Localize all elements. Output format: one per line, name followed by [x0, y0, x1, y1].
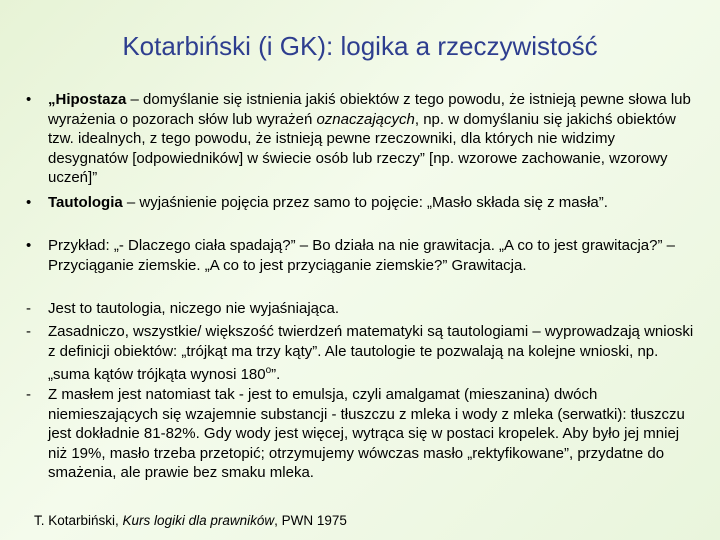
citation-author: T. Kotarbiński,: [34, 513, 123, 528]
dash-marker: -: [26, 386, 31, 403]
term-hipostaza: „Hipostaza: [48, 91, 127, 108]
term-tautologia: Tautologia: [48, 194, 123, 211]
item-text: [48, 90, 698, 188]
degree-superscript: o: [265, 365, 272, 376]
citation-publisher: , PWN 1975: [274, 513, 347, 528]
item-text: Z masłem jest natomiast tak - jest to emulsja, czyli amalgamat (mieszanina) dwóch niemieszających się wzajemnie substancji - tłuszczu z mleka i wody z mleka (serwatki): tłuszczu jest dokładnie 81-82%. Gdy wody jest więcej, wytrąca się w postaci kropelek. Aby było jej mniej niż 19%, masło trzeba przetopić; otrzymujemy wówczas masło „rektyfikowane”, przydatne do smażenia, ale prawie bez smaku mleka.: [48, 386, 685, 481]
item-text: [48, 193, 698, 213]
item-text: Jest to tautologia, niczego nie wyjaśniająca.: [48, 300, 340, 317]
dash-marker: -: [26, 300, 31, 317]
bullet-marker: •: [26, 237, 32, 254]
citation: [34, 513, 347, 528]
item-text: [48, 322, 698, 385]
item-text-part: Zasadniczo, wszystkie/ większość twierdzeń matematyki są tautologiami – wyprowadzają wnioski z definicji obiektów: „trójkąt ma trzy kąty”. Ale tautologie te pozwalają na kolejne wnioski, np. „suma kątów trójkąta wynosi 180: [48, 323, 694, 383]
dash-marker: -: [26, 323, 31, 340]
item-text-italic: oznaczających: [316, 110, 415, 128]
item-text-part: , np. w domyślaniu się jakichś obiektów tzw. idealnych, z tego powodu, że istnieją pewne rzeczowniki, dla których nie widzimy desygnatów [odpowiedników] w świecie osób lub rzeczy” [np. wzorowe zachowanie, wzorowy uczeń]”: [48, 110, 676, 186]
bullet-marker: •: [26, 194, 32, 211]
item-text: Przykład: „- Dlaczego ciała spadają?” – Bo działa na nie grawitacja. „A co to jest grawitacja?” – Przyciąganie ziemskie. „A co to jest przyciąganie ziemskie?” Grawitacja.: [48, 237, 675, 274]
item-text-part: – domyślanie się istnienia jakiś obiektów z tego powodu, że istnieją pewne słowa lub wyrażenia o pozorach słów lub wyrażeń: [48, 91, 691, 128]
slide-title: Kotarbiński (i GK): logika a rzeczywistość: [122, 31, 598, 61]
citation-title: Kurs logiki dla prawników: [122, 513, 275, 528]
bullet-marker: •: [26, 91, 32, 108]
item-text-part: ”.: [271, 366, 281, 383]
item-text-part: – wyjaśnienie pojęcia przez samo to pojęcie: „Masło składa się z masła”.: [122, 194, 608, 211]
